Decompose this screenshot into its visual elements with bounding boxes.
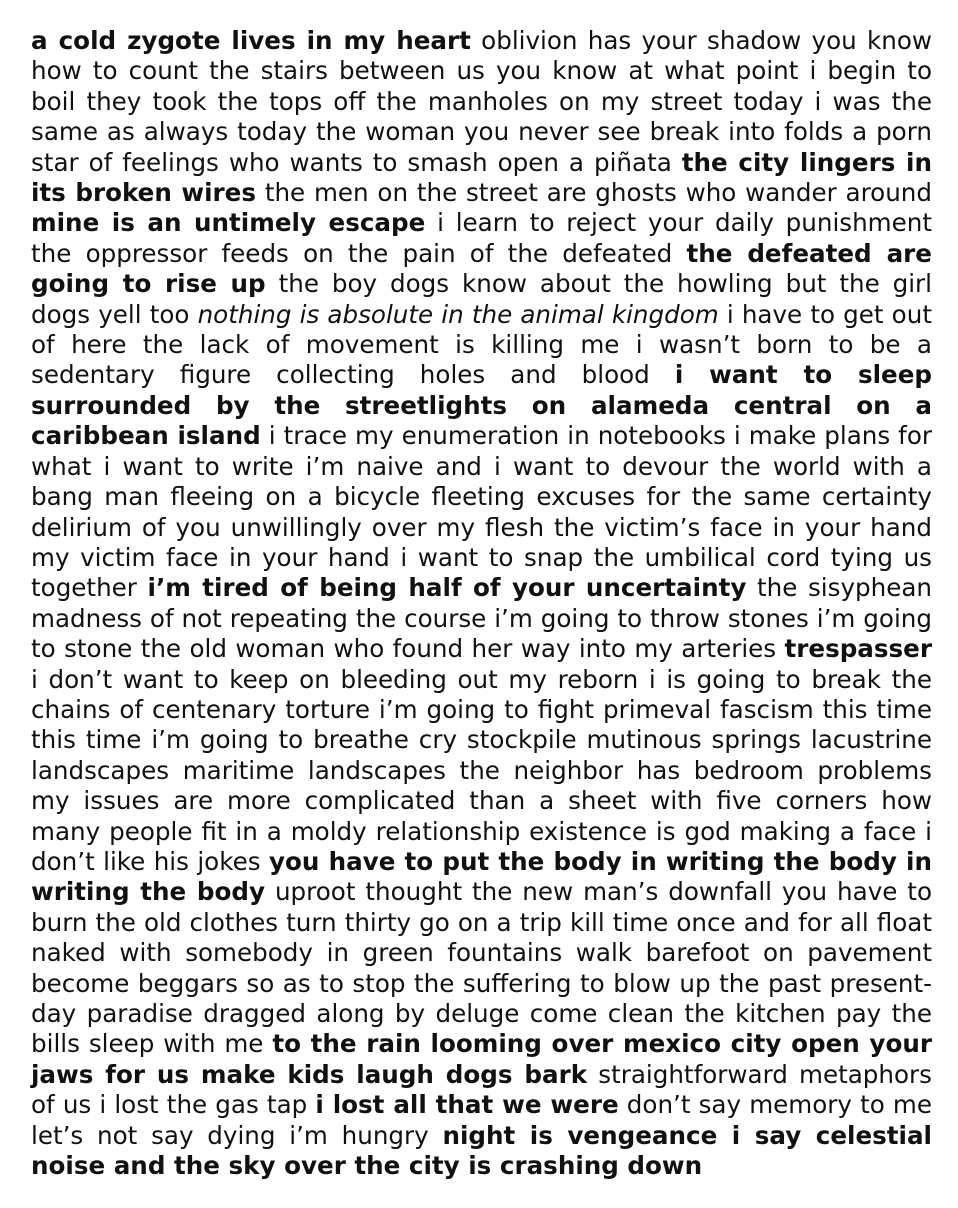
text-run: oblivion has your shadow you know how to count the stairs between us you know at what point i begin to boil they took the tops off the manholes on my street today i was the same as always today the woman you never see break into folds a porn star of feelings who wants to smash open a piñata xyxy=(31,26,932,177)
text-run: i don’t want to keep on bleeding out my reborn i is going to break the chains of centenary torture i’m going to fight primeval fascism this time this time i’m going to breathe cry stockpile mutinous springs lacustrine landscapes maritime landscapes the neighbor has bedroom problems my issues are more complicated than a sheet with five corners how many people fit in a moldy relationship existence is god making a face i don’t like his jokes xyxy=(31,664,932,876)
bold-line: to the rain looming over mexico city open your jaws for us make kids laugh dogs bark xyxy=(31,1029,932,1089)
text-run: the men on the street are ghosts who wander around xyxy=(264,178,933,208)
text-run: straightforward metaphors of us i lost the gas tap xyxy=(31,1059,932,1120)
text-run: don’t say memory to me let’s not say dying i’m hungry xyxy=(31,1090,932,1150)
bold-line: night is vengeance i say celestial noise and the sky over the city is crashing down xyxy=(31,1120,932,1181)
bold-line: i want to sleep surrounded by the streetlights on alameda central on a caribbean island xyxy=(31,360,932,451)
bold-line: i’m tired of being half of your uncertainty xyxy=(147,573,747,603)
bold-line: you have to put the body in writing the body in writing the body xyxy=(31,846,932,907)
bold-line: trespasser xyxy=(784,634,932,664)
text-run: the sisyphean madness of not repeating the course i’m going to throw stones i’m going to stone the old woman who found her way into my arteries xyxy=(31,573,932,664)
bold-line: mine is an untimely escape xyxy=(31,208,426,238)
bold-line: the city lingers in its broken wires xyxy=(31,147,932,208)
bold-line: i lost all that we were xyxy=(315,1090,619,1120)
bold-line: the defeated are going to rise up xyxy=(31,238,932,299)
text-run: uproot thought the new man’s downfall you have to burn the old clothes turn thirty go on a trip kill time once and for all float naked with somebody in green fountains walk barefoot on pavement become beggars so as to stop the suffering to blow up the past present-day paradise dragged along by deluge come clean the kitchen pay the bills sleep with me xyxy=(31,877,932,1059)
text-run: i trace my enumeration in notebooks i make plans for what i want to write i’m naive and i want to devour the world with a bang man fleeing on a bicycle fleeting excuses for the same certainty delirium of you unwillingly over my flesh the victim’s face in your hand my victim face in your hand i want to snap the umbilical cord tying us together xyxy=(31,421,933,603)
text-run: i learn to reject your daily punishment the oppressor feeds on the pain of the defeated xyxy=(31,208,932,268)
prose-poem xyxy=(31,26,932,1181)
text-run: i have to get out of here the lack of movement is killing me i wasn’t born to be a sedentary figure collecting holes and blood xyxy=(31,299,932,390)
text-run: the boy dogs know about the howling but the girl dogs yell too xyxy=(31,269,933,329)
italic-line: nothing is absolute in the animal kingdom xyxy=(197,299,719,329)
bold-line: a cold zygote lives in my heart xyxy=(31,26,471,55)
